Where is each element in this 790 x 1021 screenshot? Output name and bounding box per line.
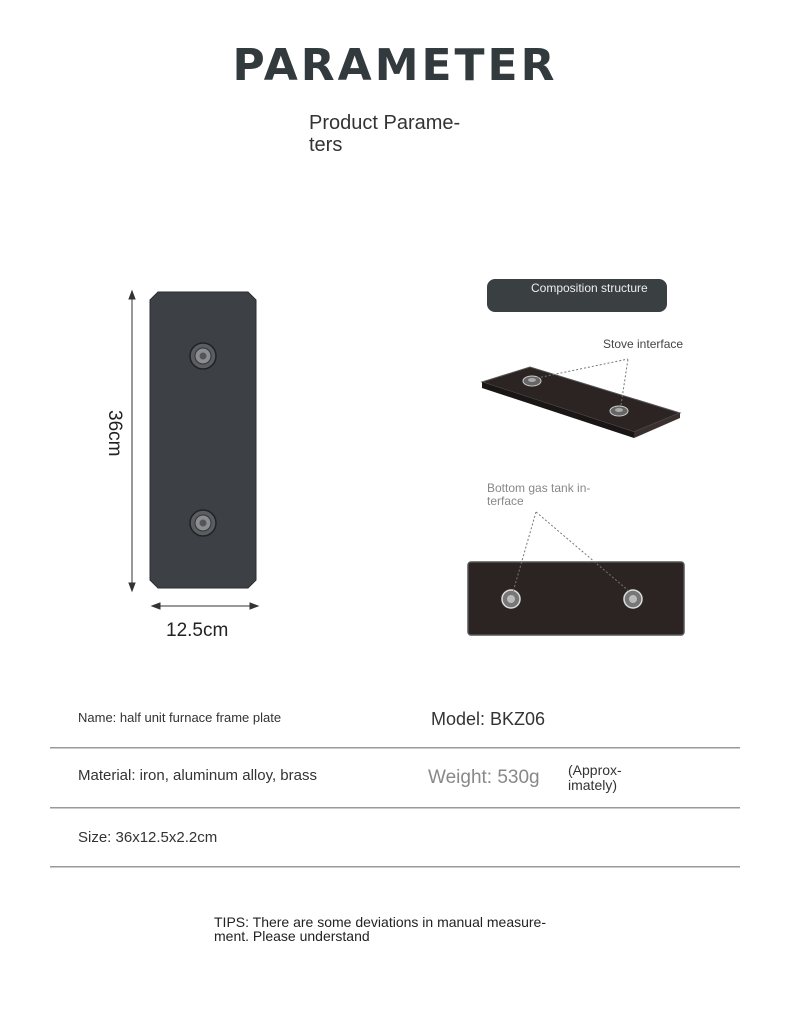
spec-material: Material: iron, aluminum alloy, brass — [78, 767, 317, 784]
width-label: 12.5cm — [166, 620, 229, 641]
composition-structure-badge: Composition structure — [487, 279, 667, 312]
divider-2 — [50, 807, 740, 809]
spec-name: Name: half unit furnace frame plate — [78, 710, 282, 725]
lower-connector-icon — [190, 510, 216, 536]
page-title: PARAMETER — [232, 40, 558, 91]
plate-front-view — [150, 292, 256, 588]
divider-3 — [50, 866, 740, 868]
width-arrow — [152, 603, 258, 609]
divider-1 — [50, 747, 740, 749]
gas-tank-interface-label: Bottom gas tank in- terface — [487, 481, 591, 508]
tips-note: TIPS: There are some deviations in manual measure- ment. Please understand — [214, 914, 547, 944]
plate-bottom-view — [468, 562, 684, 635]
spec-weight: Weight: 530g — [428, 767, 540, 788]
spec-weight-note: (Approx- imately) — [568, 762, 622, 793]
stove-interface-label: Stove interface — [603, 337, 684, 351]
height-label: 36cm — [104, 410, 125, 457]
page-subtitle: Product Parame- ters — [309, 112, 461, 156]
spec-size: Size: 36x12.5x2.2cm — [78, 829, 218, 846]
height-arrow — [129, 291, 135, 591]
spec-model: Model: BKZ06 — [431, 709, 546, 729]
upper-connector-icon — [190, 343, 216, 369]
plate-perspective-view — [482, 367, 680, 432]
